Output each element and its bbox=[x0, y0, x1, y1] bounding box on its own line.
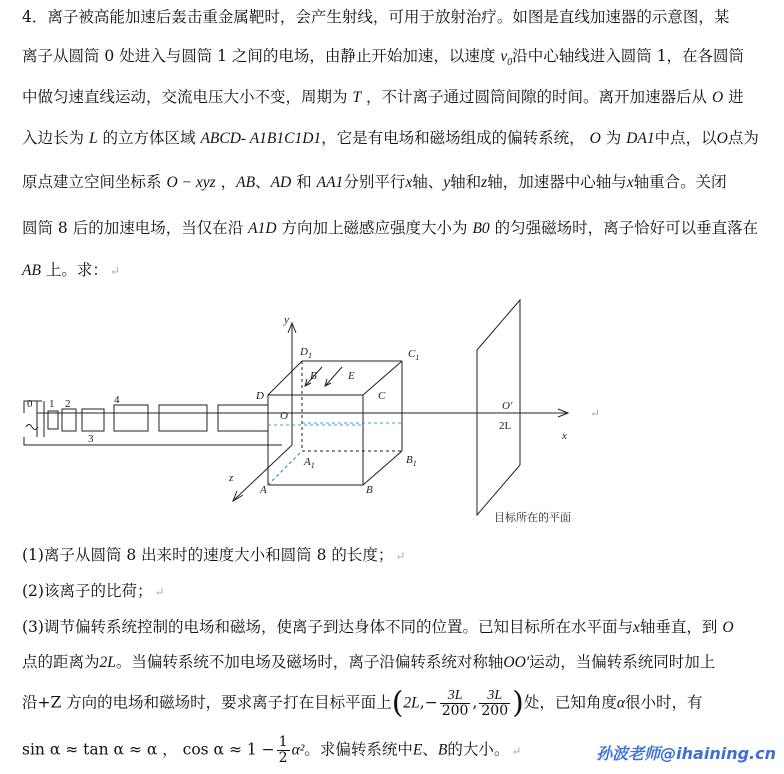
tube-5 bbox=[159, 405, 207, 431]
label-C: C bbox=[378, 390, 386, 402]
ac-supply-wire bbox=[24, 437, 282, 445]
label-B1: $B_1$ bbox=[406, 454, 417, 468]
problem-line-5: 原点建立空间坐标系 O − xyz ，AB、AD 和 AA1分别平行x轴、y轴和z轴，加速器中心轴与x轴重合。关闭 bbox=[22, 173, 727, 191]
label-tube-1: 1 bbox=[49, 398, 55, 410]
target-plane bbox=[477, 300, 520, 515]
label-x: x bbox=[562, 430, 567, 442]
question-3-line-2: 点的距离为2L。当偏转系统不加电场及磁场时，离子沿偏转系统对称轴OO′运动，当偏转系统同时加上 bbox=[22, 653, 716, 671]
label-z: z bbox=[229, 472, 234, 484]
question-3-line-1: (3)调节偏转系统控制的电场和磁场，使离子到达身体不同的位置。已知目标所在水平面与x轴垂直，到 O bbox=[22, 618, 734, 636]
problem-line-2: 离子从圆筒 0 处进入与圆筒 1 之间的电场，由静止开始加速，以速度 $v_0$沿中心轴线进入圆筒 1，在各圆筒 bbox=[22, 47, 745, 69]
label-tube-0: 0 bbox=[27, 398, 33, 410]
question-1: (1)离子从圆筒 8 出来时的速度大小和圆筒 8 的长度； ↵ bbox=[22, 546, 406, 564]
label-2L: 2L bbox=[499, 420, 512, 432]
problem-line-7: AB 上。求： ↵ bbox=[22, 261, 120, 279]
label-E-field: E bbox=[348, 370, 355, 382]
tube-4 bbox=[114, 405, 148, 431]
label-O: O bbox=[280, 410, 288, 422]
label-D: D bbox=[256, 390, 264, 402]
label-tube-4: 4 bbox=[114, 394, 120, 406]
accelerator-diagram bbox=[22, 295, 622, 535]
label-y: y bbox=[284, 314, 289, 326]
ac-source-icon bbox=[26, 425, 38, 430]
problem-line-1: 4．离子被高能加速后轰击重金属靶时，会产生射线，可用于放射治疗。如图是直线加速器的示意图，某 bbox=[22, 8, 730, 26]
watermark: 孙波老师@ihaining.cn bbox=[596, 744, 776, 763]
problem-line-3: 中做匀速直线运动，交流电压大小不变，周期为 T ，不计离子通过圆筒间隙的时间。离开加速器后从 O 进 bbox=[22, 88, 744, 106]
tube-3 bbox=[82, 409, 104, 431]
label-C1: $C_1$ bbox=[408, 348, 420, 362]
label-B: B bbox=[366, 484, 373, 496]
tube-2 bbox=[62, 409, 76, 431]
cube-front-face bbox=[268, 395, 363, 485]
cube-blue-dashed-lines bbox=[268, 423, 402, 485]
question-3-line-4: sin α ≈ tan α ≈ α ， cos α ≈ 1 − $\frac{1}{2}$ α²。求偏转系统中E、B的大小。 ↵ bbox=[22, 734, 522, 766]
label-A1: $A_1$ bbox=[304, 456, 315, 470]
electric-field-arrow bbox=[326, 367, 342, 385]
question-3-line-3: 沿+Z 方向的电场和磁场时，要求离子打在目标平面上(2L,− $\frac{3L}{200}$ , $\frac{3L}{200}$ )处，已知角度α很小时，有 bbox=[22, 685, 703, 721]
label-O-prime: O′ bbox=[502, 400, 513, 412]
figure-return-mark: ↵ bbox=[590, 406, 601, 420]
label-target-plane: 目标所在的平面 bbox=[494, 512, 571, 524]
label-tube-2: 2 bbox=[65, 398, 71, 410]
problem-line-4: 入边长为 L 的立方体区域 ABCD- A1B1C1D1，它是有电场和磁场组成的偏转系统， O 为 DA1中点，以O点为 bbox=[22, 129, 759, 147]
label-D1: $D_1$ bbox=[300, 346, 312, 360]
problem-line-6: 圆筒 8 后的加速电场，当仅在沿 A1D 方向加上磁感应强度大小为 B0 的匀强磁场时，离子恰好可以垂直落在 bbox=[22, 219, 759, 237]
label-B-field: B bbox=[310, 370, 317, 382]
question-2: (2)该离子的比荷； ↵ bbox=[22, 582, 165, 600]
symbol-v0: $v_0$ bbox=[500, 48, 513, 69]
tube-1 bbox=[48, 411, 58, 429]
tube-8 bbox=[218, 405, 268, 431]
label-A: A bbox=[260, 484, 267, 496]
label-tube-3: 3 bbox=[88, 433, 94, 445]
